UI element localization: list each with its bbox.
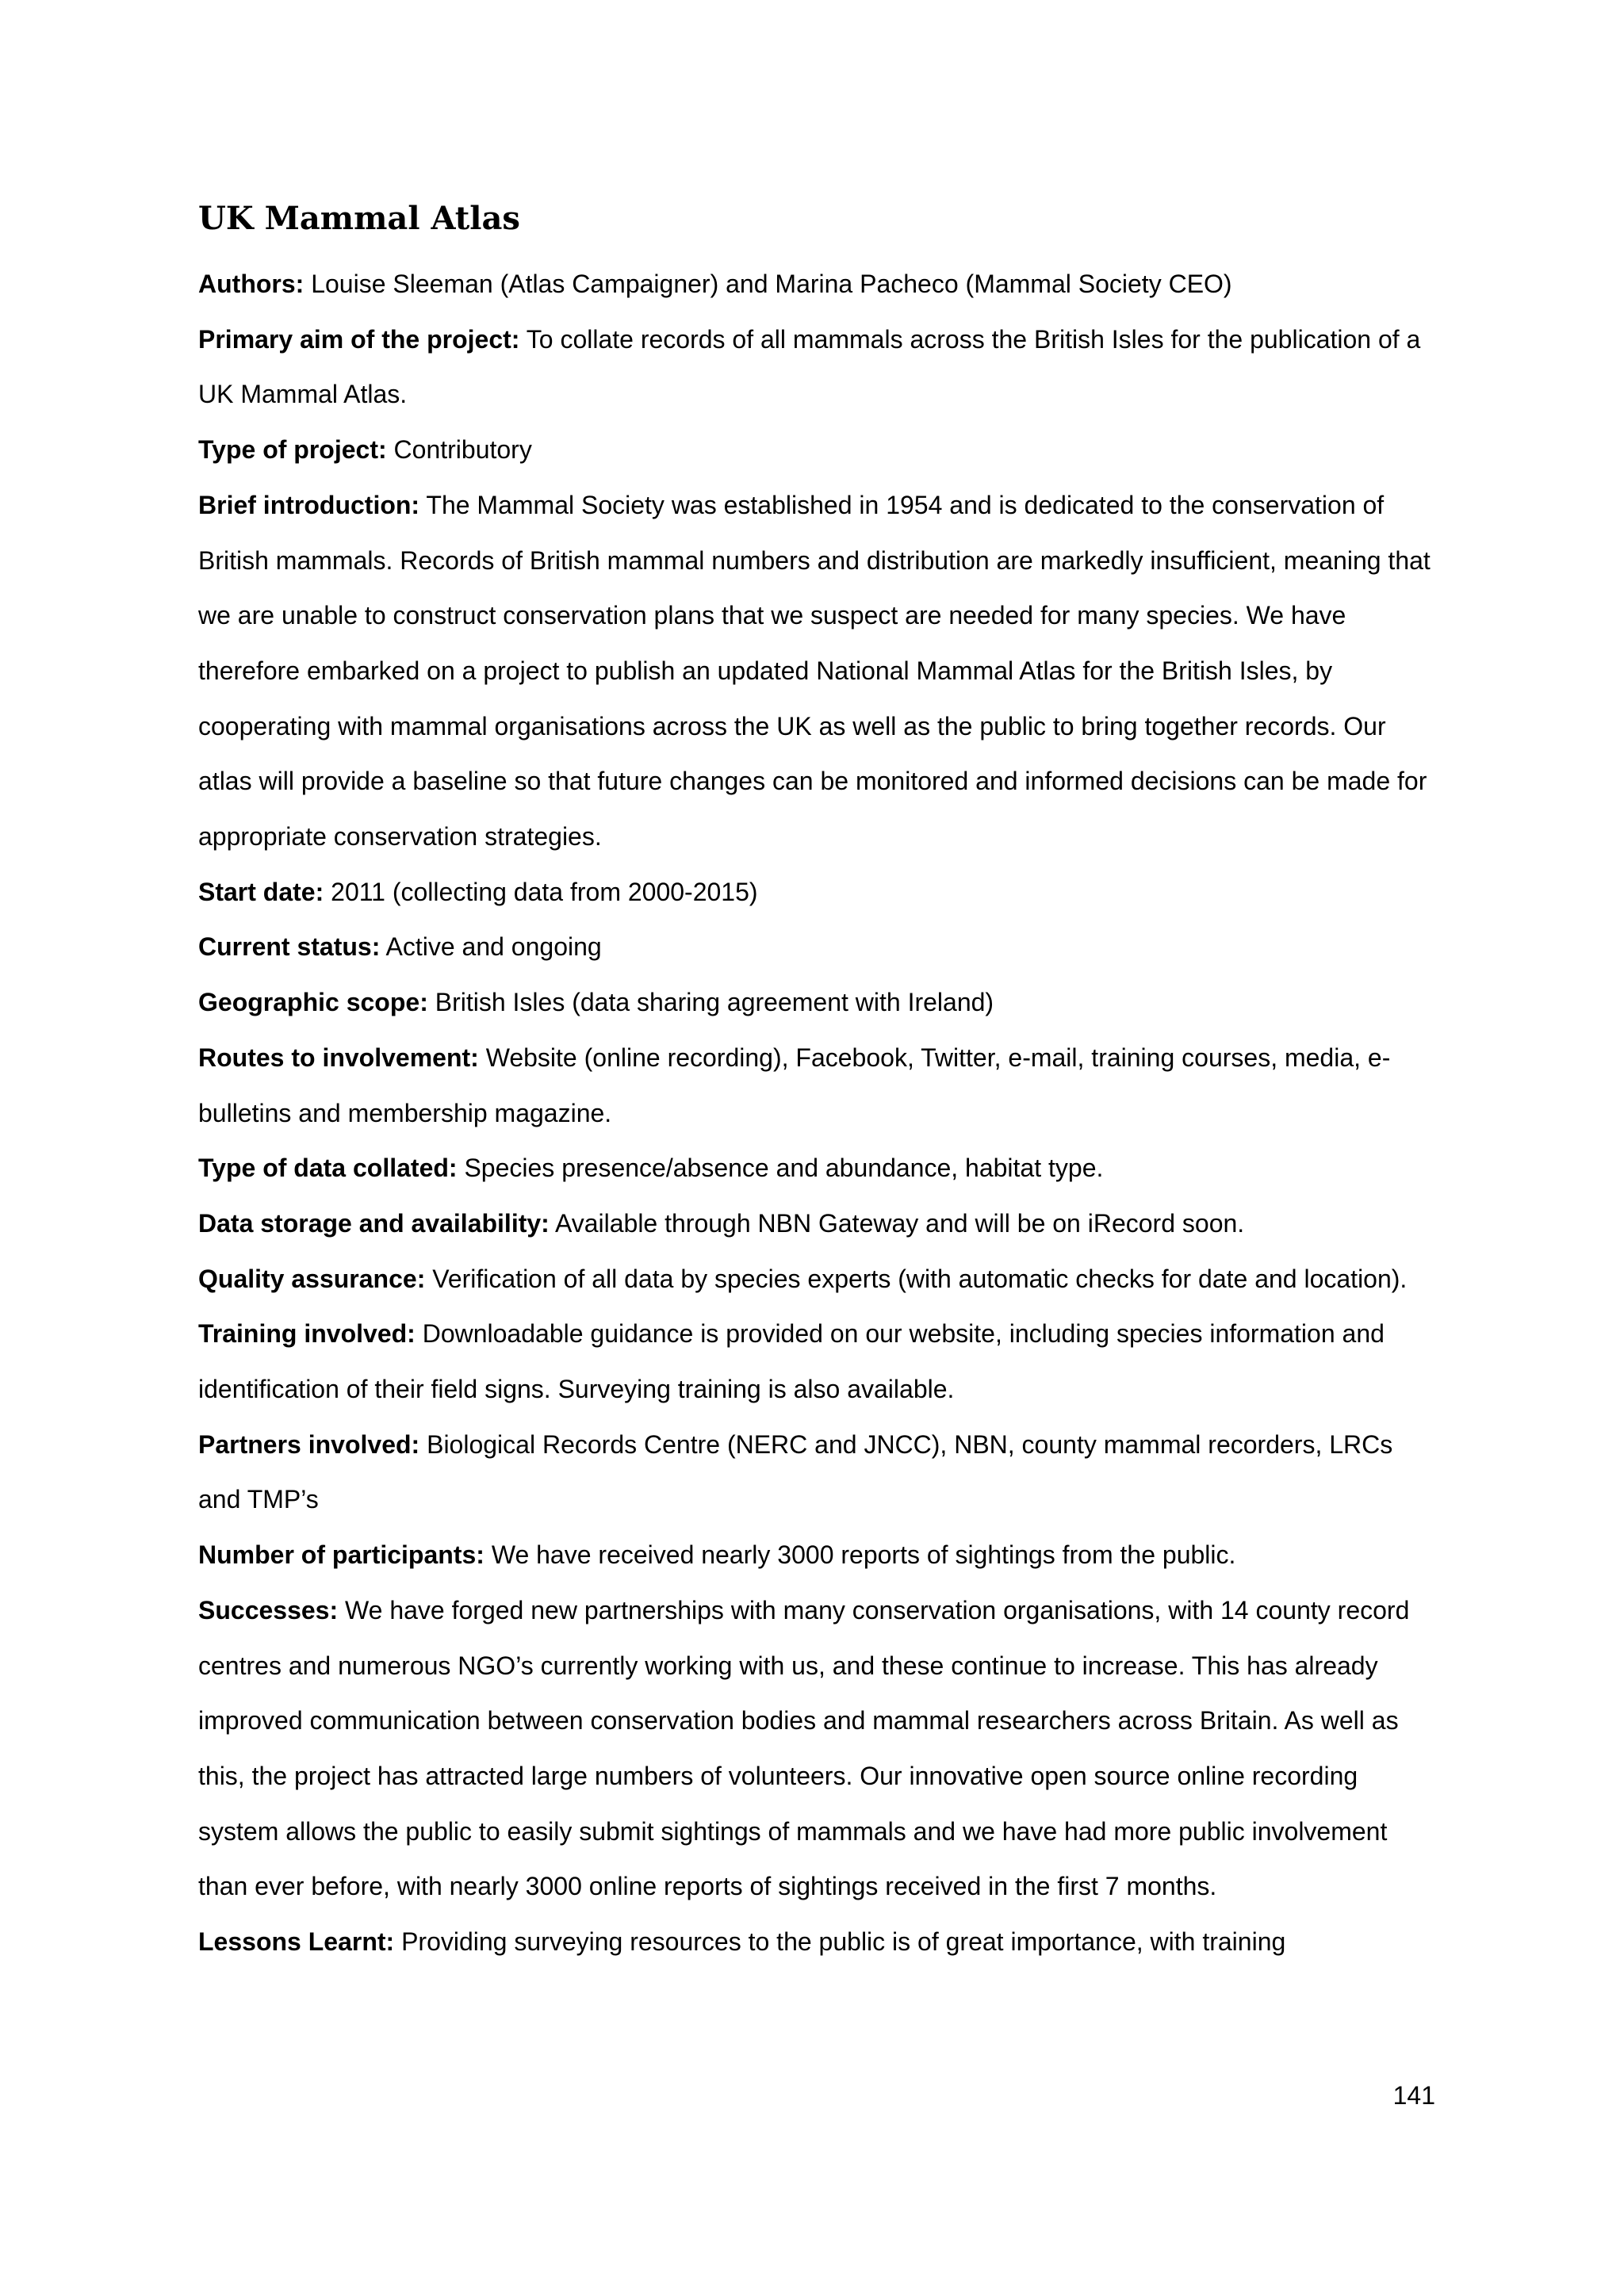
field-label: Successes:	[198, 1595, 339, 1624]
field-label: Geographic scope:	[198, 988, 428, 1017]
project-fields	[198, 257, 1435, 1970]
field-routes-to-involvement	[198, 1031, 1435, 1141]
page-number: 141	[1392, 2081, 1435, 2110]
field-lessons-learnt	[198, 1915, 1435, 1970]
field-text: Available through NBN Gateway and will be on iRecord soon.	[549, 1208, 1245, 1238]
field-label: Type of project:	[198, 435, 387, 465]
field-text: To collate records of all mammals across the British Isles for the publication of a UK Mammal Atlas.	[198, 324, 1421, 409]
field-text: Contributory	[386, 435, 532, 465]
field-text: Downloadable guidance is provided on our website, including species information and identification of their field signs. Surveying training is also available.	[198, 1319, 1385, 1404]
field-current-status	[198, 920, 1435, 975]
field-text: British Isles (data sharing agreement with Ireland)	[427, 988, 994, 1017]
field-quality-assurance	[198, 1252, 1435, 1307]
field-text: We have received nearly 3000 reports of sightings from the public.	[484, 1540, 1236, 1570]
field-label: Partners involved:	[198, 1429, 420, 1459]
field-label: Start date:	[198, 877, 324, 906]
field-label: Quality assurance:	[198, 1264, 426, 1293]
field-type-of-data	[198, 1141, 1435, 1196]
field-label: Current status:	[198, 932, 381, 962]
field-text: Biological Records Centre (NERC and JNCC), NBN, county mammal recorders, LRCs and TMP’s	[198, 1429, 1393, 1514]
field-label: Routes to involvement:	[198, 1043, 479, 1072]
field-text: Active and ongoing	[380, 932, 602, 962]
field-text: The Mammal Society was established in 1954 and is dedicated to the conservation of British mammals. Records of British mammal numbers and distribution are markedly insufficient, meaning that we are unable to construct conservation plans that we suspect are needed for many species. We have therefore embarked on a project to publish an updated National Mammal Atlas for the British Isles, by cooperating with mammal organisations across the UK as well as the public to bring together records. Our atlas will provide a baseline so that future changes can be monitored and informed decisions can be made for appropriate conservation strategies.	[198, 490, 1431, 851]
page-title: UK Mammal Atlas	[198, 200, 520, 237]
field-number-of-participants	[198, 1528, 1435, 1583]
field-text: We have forged new partnerships with many conservation organisations, with 14 county record centres and numerous NGO’s currently working with us, and these continue to increase. This has already improved communication between conservation bodies and mammal researchers across Britain. As well as this, the project has attracted large numbers of volunteers. Our innovative open source online recording system allows the public to easily submit sightings of mammals and we have had more public involvement than ever before, with nearly 3000 online reports of sightings received in the first 7 months.	[198, 1595, 1410, 1901]
field-brief-introduction	[198, 478, 1435, 865]
field-geographic-scope	[198, 975, 1435, 1031]
field-label: Number of participants:	[198, 1540, 485, 1570]
field-label: Data storage and availability:	[198, 1208, 550, 1238]
field-training-involved	[198, 1307, 1435, 1417]
field-successes	[198, 1583, 1435, 1915]
field-primary-aim	[198, 312, 1435, 423]
field-text: Species presence/absence and abundance, habitat type.	[457, 1154, 1104, 1183]
field-start-date	[198, 865, 1435, 920]
field-type-of-project	[198, 423, 1435, 478]
field-label: Brief introduction:	[198, 490, 420, 519]
field-text: Providing surveying resources to the public is of great importance, with training	[394, 1927, 1286, 1957]
field-data-storage	[198, 1196, 1435, 1252]
field-label: Authors:	[198, 270, 304, 298]
field-text: Verification of all data by species experts (with automatic checks for date and location).	[425, 1264, 1408, 1293]
field-text: Website (online recording), Facebook, Twitter, e-mail, training courses, media, e-bulletins and membership magazine.	[198, 1043, 1391, 1127]
field-label: Training involved:	[198, 1319, 416, 1349]
field-text: 2011 (collecting data from 2000-2015)	[324, 877, 758, 906]
field-partners-involved	[198, 1418, 1435, 1528]
field-label: Type of data collated:	[198, 1154, 458, 1183]
field-authors	[198, 257, 1435, 312]
field-text: Louise Sleeman (Atlas Campaigner) and Marina Pacheco (Mammal Society CEO)	[304, 270, 1232, 298]
field-label: Lessons Learnt:	[198, 1927, 395, 1957]
field-label: Primary aim of the project:	[198, 324, 520, 354]
